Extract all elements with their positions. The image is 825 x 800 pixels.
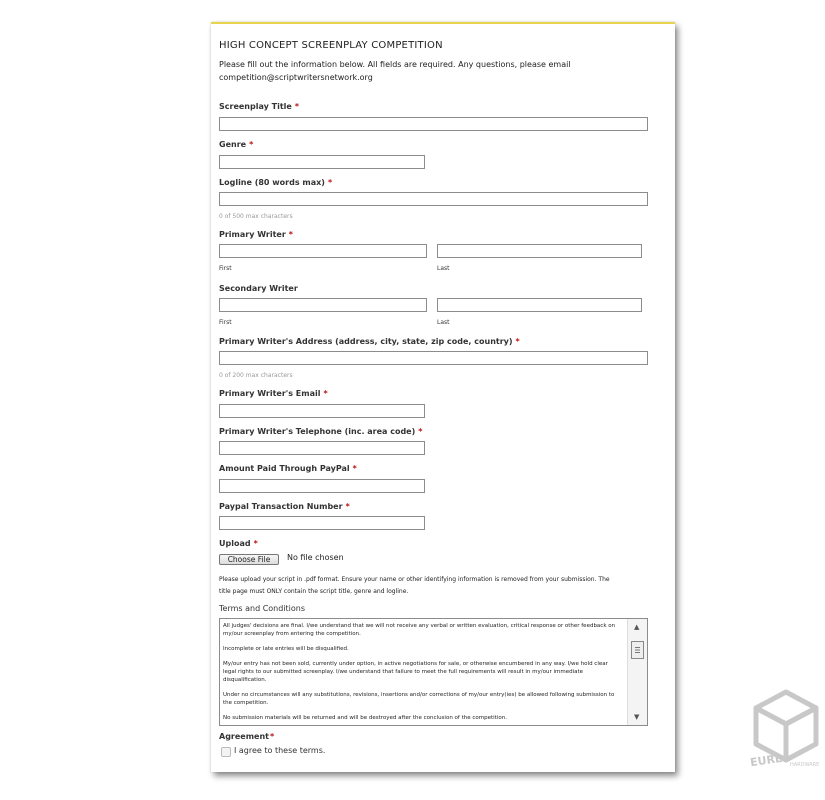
watermark-logo xyxy=(746,680,825,780)
screenplay-title-label: Screenplay Title * xyxy=(219,102,299,111)
file-status: No file chosen xyxy=(287,553,344,562)
terms-paragraph: Under no circumstances will any substitutions, revisions, insertions and/or corrections of my/our entry(ies) be allowed following submission to the competition. xyxy=(223,692,615,706)
secondary-writer-first-label: First xyxy=(219,319,232,326)
paypal-txn-label: Paypal Transaction Number * xyxy=(219,502,350,511)
agree-checkbox-label[interactable]: I agree to these terms. xyxy=(234,746,326,755)
logline-input[interactable] xyxy=(219,192,648,206)
amount-paid-input[interactable] xyxy=(219,479,425,493)
terms-paragraph: All judges' decisions are final. I/we understand that we will not receive any verbal or written evaluation, critical response or other feedback on my/our screenplay from entering the competition. xyxy=(223,623,616,637)
scroll-thumb[interactable] xyxy=(631,641,644,659)
genre-input[interactable] xyxy=(219,155,425,169)
terms-textarea[interactable] xyxy=(219,618,648,726)
agreement-label: Agreement* xyxy=(219,732,275,741)
primary-writer-first-label: First xyxy=(219,265,232,272)
terms-paragraph: No submission materials will be returned and will be destroyed after the conclusion of the competition. xyxy=(223,715,507,721)
email-input[interactable] xyxy=(219,404,425,418)
terms-paragraph: My/our entry has not been sold, currently under option, in active negotiations for sale, or otherwise encumbered in any way. I/we hold clear legal rights to our submitted screenplay. I/we understand that failure to meet the full requirements will result in my/our immediate disqualification. xyxy=(223,661,608,683)
address-label: Primary Writer's Address (address, city, state, zip code, country) * xyxy=(219,337,520,346)
form-intro: Please fill out the information below. All fields are required. Any questions, please email competition@scriptwritersnetwork.org xyxy=(219,60,571,82)
form-card xyxy=(211,22,675,772)
address-input[interactable] xyxy=(219,351,648,365)
secondary-writer-first-input[interactable] xyxy=(219,298,427,312)
terms-label: Terms and Conditions xyxy=(219,604,306,613)
agree-checkbox[interactable] xyxy=(221,747,231,757)
primary-writer-last-label: Last xyxy=(437,265,450,272)
logline-label: Logline (80 words max) * xyxy=(219,178,333,187)
telephone-label: Primary Writer's Telephone (inc. area code) * xyxy=(219,427,423,436)
scroll-down-arrow-icon[interactable]: ▼ xyxy=(634,713,640,721)
screenplay-title-input[interactable] xyxy=(219,117,648,131)
primary-writer-label: Primary Writer * xyxy=(219,230,293,239)
terms-paragraph: Incomplete or late entries will be disqualified. xyxy=(223,646,349,652)
watermark-text-right: HARDWARE xyxy=(790,762,820,768)
upload-note: Please upload your script in .pdf format. Ensure your name or other identifying information is removed from your submission. The title page must ONLY contain the script title, genre and logline. xyxy=(219,576,610,595)
telephone-input[interactable] xyxy=(219,441,425,455)
secondary-writer-label: Secondary Writer xyxy=(219,284,298,293)
primary-writer-first-input[interactable] xyxy=(219,244,427,258)
cube-logo-icon xyxy=(746,680,825,780)
primary-writer-last-input[interactable] xyxy=(437,244,642,258)
secondary-writer-last-input[interactable] xyxy=(437,298,642,312)
address-char-count: 0 of 200 max characters xyxy=(219,372,293,379)
terms-scrollbar[interactable] xyxy=(627,619,647,725)
watermark-text-left: EURL xyxy=(749,751,783,770)
genre-label: Genre * xyxy=(219,140,254,149)
terms-text xyxy=(223,622,621,726)
logline-char-count: 0 of 500 max characters xyxy=(219,213,293,220)
form-title: HIGH CONCEPT SCREENPLAY COMPETITION xyxy=(219,40,443,51)
choose-file-button[interactable]: Choose File xyxy=(219,554,279,565)
secondary-writer-last-label: Last xyxy=(437,319,450,326)
paypal-txn-input[interactable] xyxy=(219,516,425,530)
upload-label: Upload * xyxy=(219,539,258,548)
amount-paid-label: Amount Paid Through PayPal * xyxy=(219,464,357,473)
scroll-up-arrow-icon[interactable]: ▲ xyxy=(634,623,640,631)
email-label: Primary Writer's Email * xyxy=(219,389,328,398)
